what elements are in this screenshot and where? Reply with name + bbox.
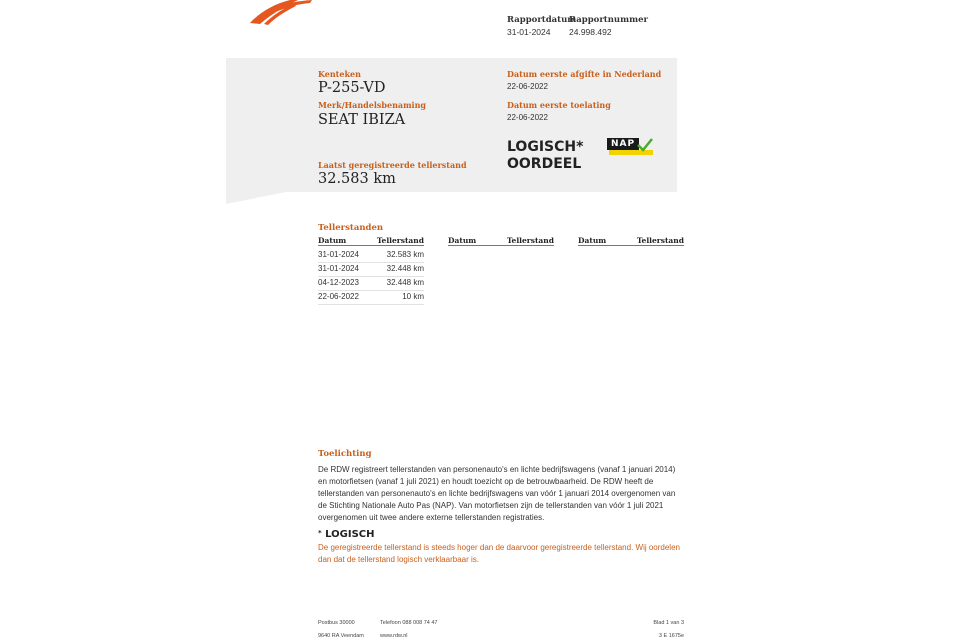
judgement-line2: OORDEEL — [507, 156, 582, 172]
report-date-label: Rapportdatum — [507, 15, 577, 25]
first-admission-value: 22-06-2022 — [507, 113, 548, 122]
row-reading: 32.448 km — [386, 264, 424, 273]
row-date: 22-06-2022 — [318, 292, 359, 301]
row-reading: 10 km — [402, 292, 424, 301]
plate-label: Kenteken — [318, 69, 361, 79]
row-reading: 32.448 km — [386, 278, 424, 287]
panel-tail — [226, 192, 286, 204]
table-row — [318, 291, 424, 305]
row-date: 04-12-2023 — [318, 278, 359, 287]
footer-postbus: Postbus 30000 — [318, 620, 355, 626]
report-date: 31-01-2024 — [507, 27, 551, 37]
explanation-title: Toelichting — [318, 449, 372, 459]
make-value: SEAT IBIZA — [318, 112, 406, 128]
last-odometer-label: Laatst geregistreerde tellerstand — [318, 160, 467, 170]
first-issue-nl-value: 22-06-2022 — [507, 82, 548, 91]
header-rule-1 — [318, 245, 424, 246]
readings-title: Tellerstanden — [318, 223, 384, 233]
row-reading: 32.583 km — [386, 250, 424, 259]
readings-table — [318, 249, 424, 305]
col-reading-3: Tellerstand — [636, 236, 684, 245]
row-date: 31-01-2024 — [318, 250, 359, 259]
col-date-3: Datum — [578, 236, 607, 245]
footer-website[interactable]: www.rdw.nl — [380, 633, 408, 639]
report-number: 24.998.492 — [569, 27, 612, 37]
note-star: * — [318, 529, 322, 537]
nap-logo-text: NAP — [610, 139, 636, 149]
table-row — [318, 249, 424, 263]
check-icon — [637, 138, 653, 152]
col-reading-1: Tellerstand — [376, 236, 424, 245]
table-row — [318, 277, 424, 291]
rdw-logo — [246, 0, 316, 26]
col-date-2: Datum — [448, 236, 477, 245]
table-row — [318, 263, 424, 277]
row-date: 31-01-2024 — [318, 264, 359, 273]
judgement — [507, 139, 583, 173]
judgement-line1: LOGISCH* — [507, 139, 584, 155]
last-odometer-value: 32.583 km — [318, 171, 396, 187]
footer-phone: Telefoon 088 008 74 47 — [380, 620, 438, 626]
note-heading — [318, 529, 375, 540]
footer-page: Blad 1 van 3 — [653, 620, 684, 626]
explanation-body: De RDW registreert tellerstanden van personenauto's en lichte bedrijfswagens (vanaf 1 januari 2014) en motorfietsen (vanaf 1 juli 2021) en houdt toezicht op de betrouwbaarheid. De RDW heeft de tellerstanden van personenauto's en lichte bedrijfswagens van vóór 1 januari 2014 overgenomen van de Stichting Nationale Auto Pas (NAP). Van motorfietsen zijn de tellerstanden van vóór 1 juli 2021 overgenomen uit twee andere externe tellerstanden registraties. — [318, 465, 676, 522]
row-divider — [318, 304, 424, 305]
plate-value: P-255-VD — [318, 80, 386, 96]
first-issue-nl-label: Datum eerste afgifte in Nederland — [507, 69, 662, 79]
note-title: LOGISCH — [325, 529, 375, 540]
first-admission-label: Datum eerste toelating — [507, 100, 611, 110]
col-date-1: Datum — [318, 236, 347, 245]
header-rule-2 — [448, 245, 554, 246]
footer-postcode: 9640 RA Veendam — [318, 633, 364, 639]
col-reading-2: Tellerstand — [506, 236, 554, 245]
make-label: Merk/Handelsbenaming — [318, 100, 427, 110]
report-number-label: Rapportnummer — [569, 15, 648, 25]
header-rule-3 — [578, 245, 684, 246]
footer-code: 3 E 1675e — [658, 633, 684, 639]
note-body: De geregistreerde tellerstand is steeds hoger dan de daarvoor geregistreerde tellerstand. Wij oordelen dan dat de tellerstand logisch verklaarbaar is. — [318, 543, 680, 564]
nap-logo — [607, 138, 653, 155]
